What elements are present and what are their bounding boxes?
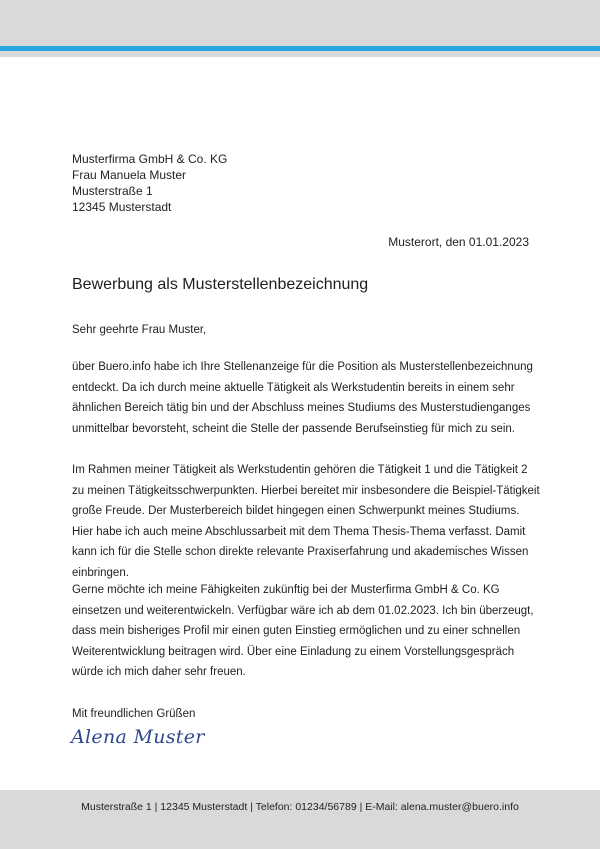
salutation: Sehr geehrte Frau Muster, [72, 324, 207, 336]
letter-subject: Bewerbung als Musterstellenbezeichnung [72, 276, 369, 293]
body-paragraph-3: Gerne möchte ich meine Fähigkeiten zukünftig bei der Musterfirma GmbH & Co. KG einsetzen und weiterentwickeln. Verfügbar wäre ich ab dem 01.02.2023. Ich bin überzeugt, dass mein bisheriges Profil mir einen guten Einstieg ermöglichen und zu einer schnellen Weiterentwicklung beitragen wird. Über eine Einladung zu einem Vorstellungsgespräch würde ich mich daher sehr freuen. [72, 584, 534, 679]
recipient-company: Musterfirma GmbH & Co. KG [72, 152, 228, 166]
date-line: Musterort, den 01.01.2023 [388, 235, 529, 249]
recipient-city: 12345 Musterstadt [72, 200, 172, 214]
header-under-line [0, 51, 600, 57]
body-paragraph-1: über Buero.info habe ich Ihre Stellenanzeige für die Position als Musterstellenbezeichnung entdeckt. Da ich durch meine aktuelle Tätigkeit als Werkstudentin bereits in einem sehr ähnlichen Bereich tätig bin und der Abschluss meines Studiums des Musterstudienganges unmittelbar bevorsteht, scheint die Stelle der passende Berufseinstieg für mich zu sein. [72, 361, 533, 435]
recipient-street: Musterstraße 1 [72, 184, 153, 198]
recipient-contact: Frau Manuela Muster [72, 168, 187, 182]
header-band [0, 0, 600, 46]
closing-formula: Mit freundlichen Grüßen [72, 708, 196, 720]
recipient-address [72, 151, 227, 215]
footer-band [0, 790, 600, 849]
footer-contact-line: Musterstraße 1 | 12345 Musterstadt | Telefon: 01234/56789 | E-Mail: alena.muster@buero.info [81, 801, 519, 813]
signature: Alena Muster [71, 726, 205, 748]
body-paragraph-2: Im Rahmen meiner Tätigkeit als Werkstudentin gehören die Tätigkeit 1 und die Tätigkeit 2 zu meinen Tätigkeitsschwerpunkten. Hierbei bereitet mir insbesondere die Beispiel-Tätigkeit große Freude. Der Musterbereich bildet hingegen einen Schwerpunkt meines Studiums. Hier habe ich auch meine Abschlussarbeit mit dem Thema Thesis-Thema verfasst. Damit kann ich für die Stelle schon direkte relevante Praxiserfahrung und akademisches Wissen einbringen. [72, 464, 540, 579]
